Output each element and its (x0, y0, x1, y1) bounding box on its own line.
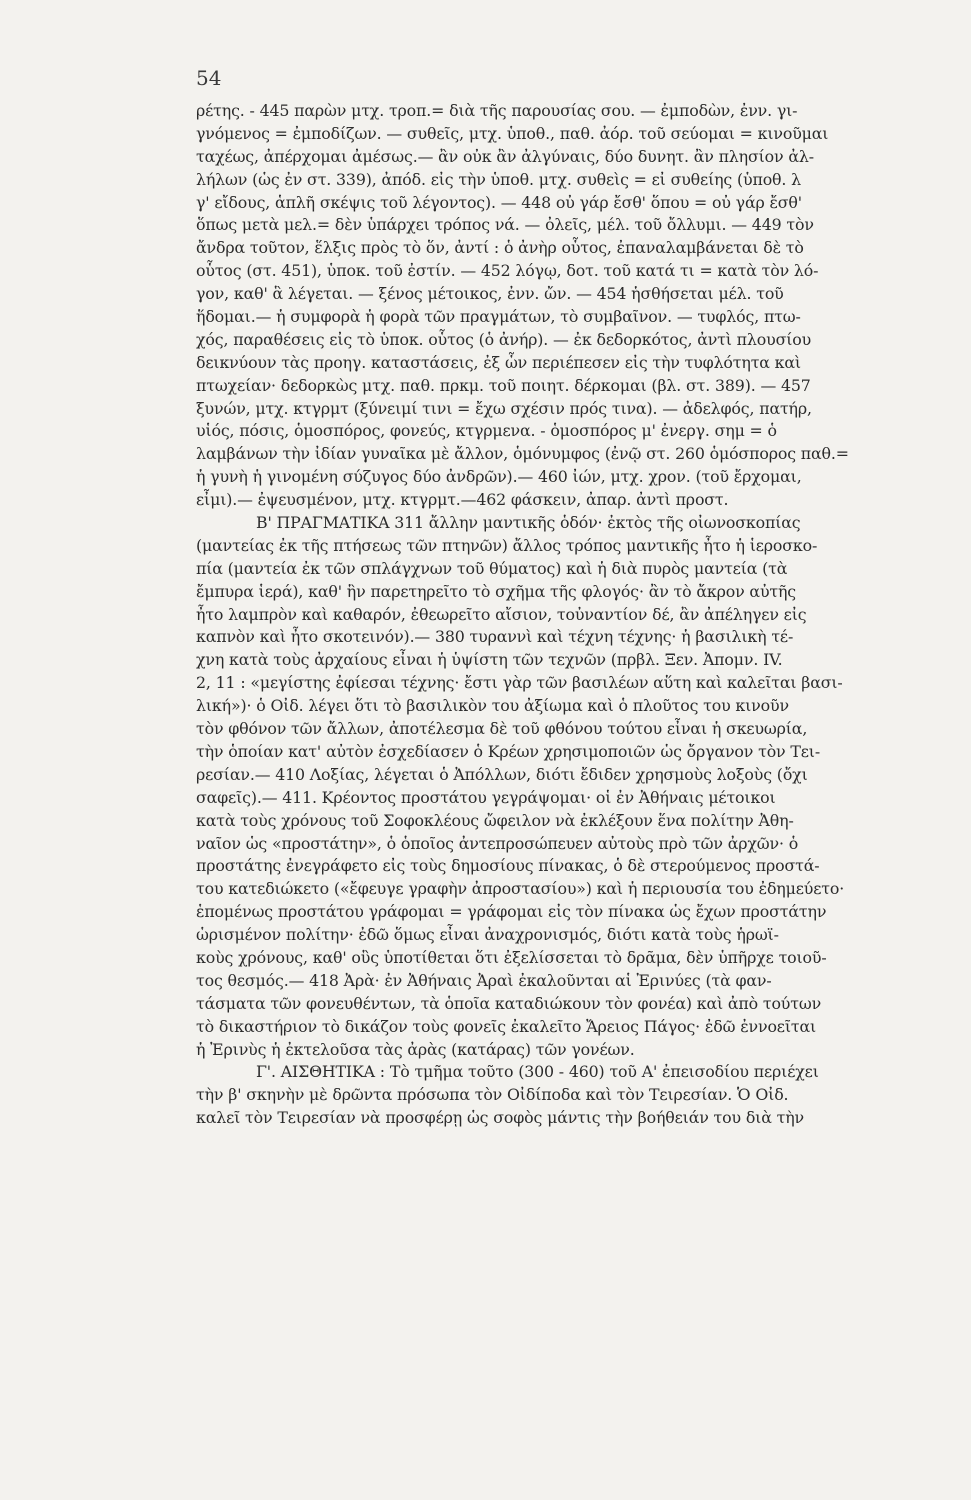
text-line: κοὺς χρόνους, καθ' οὓς ὑποτίθεται ὅτι ἐξελίσσεται τὸ δρᾶμα, δὲν ὑπῆρχε τοιοῦ- (196, 947, 827, 967)
text-line: γνόμενος = ἐμποδίζων. — συθεῖς, μτχ. ὑποθ., παθ. ἀόρ. τοῦ σεύομαι = κινοῦμαι (196, 123, 829, 143)
text-line: ξυνών, μτχ. κτγρμτ (ξύνειμί τινι = ἔχω σχέσιν πρός τινα). — ἀδελφός, πατήρ, (196, 398, 812, 418)
text-line: ἦτο λαμπρὸν καὶ καθαρόν, ἐθεωρεῖτο αἴσιον, τοὐναντίον δέ, ἂν ἀπέληγεν εἰς (196, 604, 807, 624)
text-line: ἡ γυνὴ ἡ γινομένη σύζυγος δύο ἀνδρῶν).— 460 ἰών, μτχ. χρον. (τοῦ ἔρχομαι, (196, 467, 802, 487)
text-line: ρέτης. - 445 παρὼν μτχ. τροπ.= διὰ τῆς παρουσίας σου. — ἐμποδὼν, ἐνν. γι- (196, 101, 798, 120)
text-line: ρεσίαν.— 410 Λοξίας, λέγεται ὁ Ἀπόλλων, διότι ἔδιδεν χρησμοὺς λοξοὺς (ὄχι (196, 764, 808, 784)
text-line: λαμβάνων τὴν ἰδίαν γυναῖκα μὲ ἄλλον, ὁμόνυμφος (ἐνῷ στ. 260 ὁμόσπορος παθ.= (196, 444, 849, 464)
text-line: Β' ΠΡΑΓΜΑΤΙΚΑ 311 ἄλλην μαντικῆς ὁδόν· ἐκτὸς τῆς οἰωνοσκοπίας (256, 513, 801, 533)
text-line: προστάτης ἐνεγράφετο εἰς τοὺς δημοσίους πίνακας, ὁ δὲ στερούμενος προστά- (196, 856, 820, 876)
text-line: γ' εἴδους, ἁπλῆ σκέψις τοῦ λέγοντος). — 448 οὐ γάρ ἔσθ' ὅπου = οὐ γάρ ἔσθ' (196, 192, 802, 212)
text-line: 2, 11 : «μεγίστης ἐφίεσαι τέχνης· ἔστι γὰρ τῶν βασιλέων αὕτη καὶ καλεῖται βασι- (196, 673, 843, 693)
text-line: τὸ δικαστήριον τὸ δικάζον τοὺς φονεῖς ἐκαλεῖτο Ἄρειος Πάγος· ἐδῶ ἐννοεῖται (196, 1016, 817, 1036)
text-line: υἱός, πόσις, ὁμοσπόρος, φονεύς, κτγρμενα. - ὁμοσπόρος μ' ἐνεργ. σημ = ὁ (196, 421, 777, 441)
text-line: καλεῖ τὸν Τειρεσίαν νὰ προσφέρῃ ὡς σοφὸς μάντις τὴν βοήθειάν του διὰ τὴν (196, 1108, 804, 1128)
text-line: Γ'. ΑΙΣΘΗΤΙΚΑ : Τὸ τμῆμα τοῦτο (300 - 460) τοῦ Α' ἐπεισοδίου περιέχει (256, 1062, 819, 1082)
text-line: καπνὸν καὶ ἦτο σκοτεινόν).— 380 τυραννὶ καὶ τέχνη τέχνης· ἡ βασιλικὴ τέ- (196, 627, 794, 647)
text-line: εἶμι).— ἐψευσμένον, μτχ. κτγρμτ.—462 φάσκειν, ἀπαρ. ἀντὶ προστ. (196, 490, 729, 510)
text-line: ἑπομένως προστάτου γράφομαι = γράφομαι εἰς τὸν πίνακα ὡς ἔχων προστάτην (196, 902, 827, 922)
text-line: του κατεδιώκετο («ἔφευγε γραφὴν ἀπροστασίου») καὶ ἡ περιουσία του ἐδημεύετο· (196, 879, 845, 899)
text-line: γον, καθ' ἃ λέγεται. — ξένος μέτοικος, ἐνν. ὤν. — 454 ἡσθήσεται μέλ. τοῦ (196, 284, 784, 304)
text-line: (μαντείας ἐκ τῆς πτήσεως τῶν πτηνῶν) ἄλλος τρόπος μαντικῆς ἦτο ἡ ἱεροσκο- (196, 535, 818, 555)
text-line: σαφεῖς).— 411. Κρέοντος προστάτου γεγράψομαι· οἱ ἐν Ἀθήναις μέτοικοι (196, 787, 776, 807)
text-line: ἥδομαι.— ἡ συμφορὰ ἡ φορὰ τῶν πραγμάτων, τὸ συμβαῖνον. — τυφλός, πτω- (196, 307, 801, 327)
text-line: πτωχείαν· δεδορκὼς μτχ. παθ. πρκμ. τοῦ ποιητ. δέρκομαι (βλ. στ. 389). — 457 (196, 375, 811, 395)
text-line: ἡ Ἐρινὺς ἡ ἐκτελοῦσα τὰς ἀρὰς (κατάρας) τῶν γονέων. (196, 1039, 635, 1059)
page-number: 54 (196, 66, 222, 90)
text-line: ὅπως μετὰ μελ.= δὲν ὑπάρχει τρόπος νά. — ὀλεῖς, μέλ. τοῦ ὄλλυμι. — 449 τὸν (196, 215, 814, 235)
text-line: τὸν φθόνον τῶν ἄλλων, ἀποτέλεσμα δὲ τοῦ φθόνου τούτου εἶναι ἡ σκευωρία, (196, 719, 808, 739)
text-line: τὴν ὁποίαν κατ' αὐτὸν ἐσχεδίασεν ὁ Κρέων χρησιμοποιῶν ὡς ὄργανον τὸν Τει- (196, 741, 821, 761)
text-line: τάσματα τῶν φονευθέντων, τὰ ὁποῖα καταδιώκουν τὸν φονέα) καὶ ἀπὸ τούτων (196, 993, 822, 1013)
text-line: τὴν β' σκηνὴν μὲ δρῶντα πρόσωπα τὸν Οἰδίποδα καὶ τὸν Τειρεσίαν. Ὁ Οἰδ. (196, 1085, 789, 1105)
text-line: ταχέως, ἀπέρχομαι ἀμέσως.— ἂν οὐκ ἂν ἀλγύναις, δύο δυνητ. ἂν πλησίον ἀλ- (196, 146, 814, 166)
text-line: χνη κατὰ τοὺς ἀρχαίους εἶναι ἡ ὑψίστη τῶν τεχνῶν (πρβλ. Ξεν. Ἀπομν. IV. (196, 650, 783, 670)
text-line: τος θεσμός.— 418 Ἀρὰ· ἐν Ἀθήναις Ἀραὶ ἐκαλοῦνται αἱ Ἐρινύες (τὰ φαν- (196, 970, 772, 990)
text-line: λική»)· ὁ Οἰδ. λέγει ὅτι τὸ βασιλικὸν του ἀξίωμα καὶ ὁ πλοῦτος του κινοῦν (196, 696, 789, 716)
text-line: χός, παραθέσεις εἰς τὸ ὑποκ. οὗτος (ὁ ἀνήρ). — ἐκ δεδορκότος, ἀντὶ πλουσίου (196, 329, 812, 349)
text-line: λήλων (ὡς ἐν στ. 339), ἀπόδ. εἰς τὴν ὑποθ. μτχ. συθεὶς = εἰ συθείης (ὑποθ. λ (196, 169, 802, 189)
text-line: δεικνύουν τὰς προηγ. καταστάσεις, ἐξ ὧν περιέπεσεν εἰς τὴν τυφλότητα καὶ (196, 352, 801, 372)
text-line: ἄνδρα τοῦτον, ἕλξις πρὸς τὸ ὅν, ἀντί : ὁ ἀνὴρ οὗτος, ἐπαναλαμβάνεται δὲ τὸ (196, 238, 804, 258)
text-line: πία (μαντεία ἐκ τῶν σπλάγχνων τοῦ θύματος) καὶ ἡ διὰ πυρὸς μαντεία (τὰ (196, 558, 788, 578)
text-line: οὗτος (στ. 451), ὑποκ. τοῦ ἐστίν. — 452 λόγῳ, δοτ. τοῦ κατά τι = κατὰ τὸν λό- (196, 261, 819, 281)
text-line: ὡρισμένον πολίτην· ἐδῶ ὅμως εἶναι ἀναχρονισμός, διότι κατὰ τοὺς ἡρωϊ- (196, 925, 779, 945)
text-line: ἔμπυρα ἱερά), καθ' ἣν παρετηρεῖτο τὸ σχῆμα τῆς φλογός· ἂν τὸ ἄκρον αὐτῆς (196, 581, 796, 601)
text-line: κατὰ τοὺς χρόνους τοῦ Σοφοκλέους ὤφειλον νὰ ἐκλέξουν ἕνα πολίτην Ἀθη- (196, 810, 794, 830)
commentary-text (196, 100, 964, 1130)
text-line: ναῖον ὡς «προστάτην», ὁ ὁποῖος ἀντεπροσώπευεν αὐτοὺς πρὸ τῶν ἀρχῶν· ὁ (196, 833, 799, 853)
